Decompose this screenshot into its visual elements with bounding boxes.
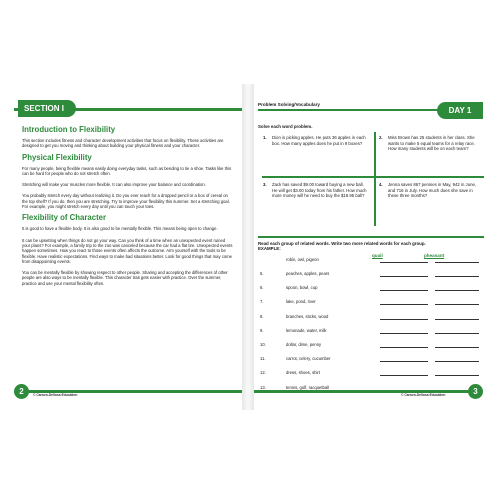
example-answer-1: quail [372, 253, 383, 258]
paragraph: It is good to have a flexible body. It is also good to be mentally flexible. This means being open to change. [22, 226, 218, 232]
word-group-row [258, 370, 480, 377]
example-words: robin, owl, pigeon [286, 257, 319, 262]
answer-line [380, 262, 428, 263]
answer-line[interactable] [380, 319, 428, 320]
answer-line[interactable] [380, 333, 428, 334]
word-group-number: 11. [260, 356, 266, 362]
problem-number: 3. [263, 182, 267, 187]
word-group-row [258, 342, 480, 349]
answer-line[interactable] [435, 319, 479, 320]
paragraph: For many people, being flexible means easily doing everyday tasks, such as bending to tie a shoe. Tasks like this can be hard for people who do not stretch often. [22, 165, 232, 176]
word-group-number: 6. [260, 285, 264, 291]
word-group-row [258, 328, 480, 335]
word-group-words: branches, sticks, wood [286, 313, 329, 319]
word-group-number: 9. [260, 327, 264, 333]
answer-line[interactable] [435, 304, 479, 305]
word-group-row [258, 285, 480, 292]
word-group-words: tennis, golf, racquetball [286, 384, 330, 390]
section-divider [258, 236, 484, 238]
problem-number: 4. [379, 182, 383, 187]
answer-line[interactable] [435, 347, 479, 348]
word-group-words: dollar, dime, penny [286, 342, 322, 347]
word-group-words: dress, shoes, shirt [286, 370, 320, 376]
word-group-row [258, 299, 480, 306]
example-row [258, 257, 480, 264]
word-group-row [258, 314, 480, 321]
word-group-words: spoon, bowl, cup [286, 285, 318, 291]
instruction-word-problems: Solve each word problem. [258, 124, 313, 129]
heading-flexibility-of-character: Flexibility of Character [22, 213, 107, 223]
page-header-title: Problem Solving/Vocabulary [258, 102, 320, 107]
instruction-text: Read each group of related words. Write two more related words for each group. [258, 241, 426, 246]
word-group-words: peaches, apples, pears [286, 271, 330, 276]
heading-introduction: Introduction to Flexibility [22, 125, 116, 134]
problem-4 [379, 182, 480, 199]
problem-3 [263, 182, 368, 199]
problem-2 [379, 135, 480, 152]
page-number-left: 2 [14, 384, 29, 399]
left-content [22, 125, 234, 286]
problem-text: Zack has saved $9.00 toward buying a new ball. He will get $3.00 today from his father. How much more money will he need to buy the $19.95 ball? [272, 182, 367, 198]
answer-line[interactable] [380, 304, 428, 305]
word-group-words: lake, pond, river [286, 299, 316, 305]
problem-number: 1. [263, 135, 267, 140]
day-tab: DAY 1 [437, 102, 483, 119]
example-answer-2: pheasant [424, 253, 445, 258]
word-group-words: lemonade, water, milk [286, 327, 327, 333]
problem-number: 2. [379, 135, 383, 140]
page-number-right: 3 [468, 384, 483, 399]
section-tab: SECTION I [18, 100, 76, 117]
footer-copyright-right: © Carson-Dellosa Education [401, 393, 446, 397]
word-group-number: 8. [260, 313, 264, 319]
answer-line[interactable] [380, 375, 428, 376]
answer-line[interactable] [435, 361, 479, 362]
word-group-row [258, 356, 480, 363]
answer-line[interactable] [380, 361, 428, 362]
problem-1 [263, 135, 368, 146]
word-group-number: 7. [260, 299, 264, 305]
answer-line[interactable] [380, 347, 428, 348]
heading-physical-flexibility: Physical Flexibility [22, 152, 92, 162]
grid-vertical-line [374, 132, 376, 226]
paragraph: You probably stretch every day without realizing it. Do you ever reach for a dropped pencil or a box of cereal on the top shelf? If you do, then you are stretching. Try to improve your flexibility this summer. Set a stretching goal. For example, you might stretch every day until you can touch your toes. [22, 193, 230, 210]
word-group-number: 5. [260, 271, 264, 276]
paragraph: You can be mentally flexible by showing respect to other people. Sharing and accepting the differences of other people are also ways to be mentally flexible. This character trait gets easier with practice. Over the summer, practice and use your mental flexibility often. [22, 270, 228, 286]
instruction-related-words [258, 241, 484, 252]
answer-line[interactable] [435, 333, 479, 334]
grid-horizontal-line [262, 176, 484, 178]
word-group-number: 13. [260, 384, 266, 390]
answer-line [435, 262, 479, 263]
example-label: EXAMPLE: [258, 246, 281, 252]
problem-text: Miss Brown has 25 students in her class. She wants to make 5 equal teams for a relay race. How many students will be on each team? [388, 135, 475, 151]
paragraph: Stretching will make your muscles more flexible. It can also improve your balance and coordination. [22, 182, 206, 188]
answer-line[interactable] [435, 375, 479, 376]
word-group-number: 12. [260, 370, 266, 376]
problem-text: Dion is picking apples. He puts 36 apples in each box. How many apples does he put in 9 boxes? [272, 135, 366, 146]
word-group-words: carrot, celery, cucumber [286, 356, 331, 362]
word-group-number: 10. [260, 342, 266, 347]
paragraph: It can be upsetting when things do not go your way. Can you think of a time when an unexpected event ruined your plans? For example, a family trip to the zoo was canceled because the car had a flat tire. Unexpected events happen sometimes. How you react to those events often affects the outcome. Arm yourself with the tools to be flexible. Have realistic expectations. Find ways to make bad situations better. Look for good things that may come from disappointing events. [22, 237, 233, 264]
word-group-row [258, 271, 480, 278]
problem-text: Jenna saves 867 pennies in May, 942 in June, and 716 in July. How much does she save in these three months? [388, 182, 477, 198]
paragraph: This section includes fitness and character development activities that focus on flexibility. These activities are designed to get you moving and thinking about building your physical fitness and your character. [22, 138, 224, 149]
book-spine [242, 84, 254, 410]
answer-line[interactable] [435, 276, 479, 277]
answer-line[interactable] [380, 290, 428, 291]
answer-line[interactable] [380, 276, 428, 277]
answer-line[interactable] [435, 290, 479, 291]
right-header-line [258, 109, 438, 111]
footer-copyright-left: © Carson-Dellosa Education [33, 393, 78, 397]
